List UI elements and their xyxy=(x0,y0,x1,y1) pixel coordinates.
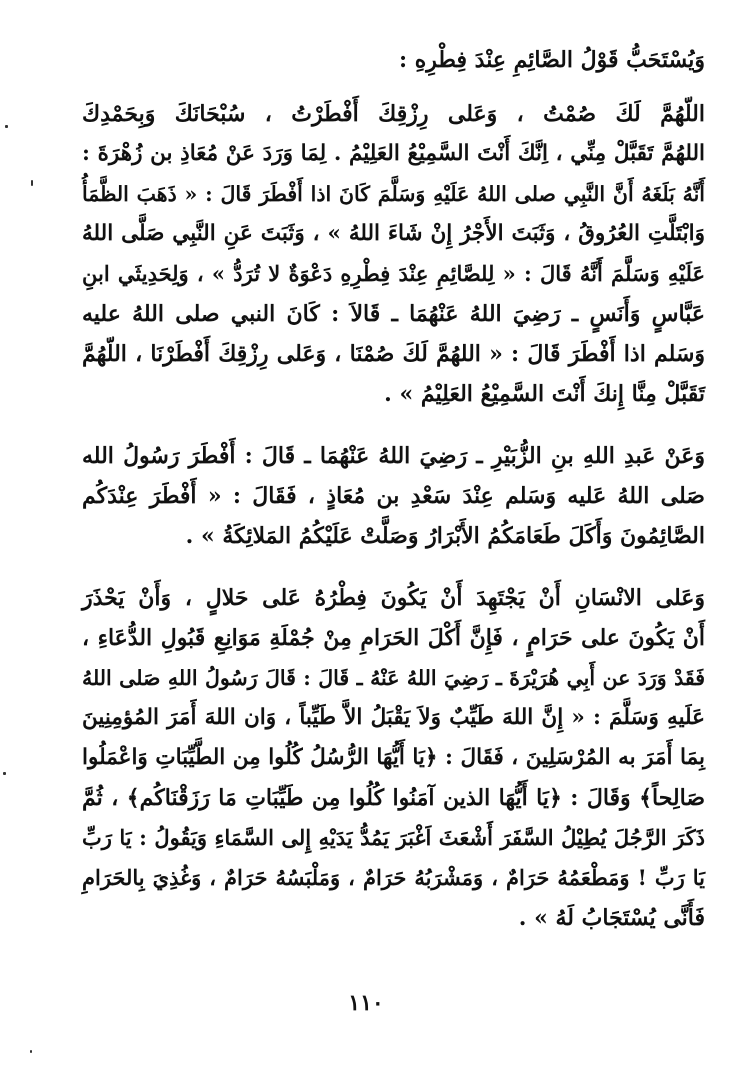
section-heading: وَيُسْتَحَبُّ قَوْلُ الصَّائِمِ عِنْدَ فِطْرِهِ : xyxy=(398,47,705,73)
text-line: عَبَّاسٍ وَأَنَسٍ ـ رَضِيَ اللهُ عَنْهُمَا ـ قَالاَ : كَانَ النبي صلى اللهُ عليه xyxy=(82,301,705,327)
text-line: الصَّائِمُونَ وَأَكَلَ طَعَامَكُمُ الأَبْرَارُ وَصَلَّتْ عَلَيْكُمُ المَلائِكَةُ » . xyxy=(185,523,705,549)
scan-speck xyxy=(5,125,8,128)
text-line: صَالِحاً﴾ وَقَالَ : ﴿يَا أَيُّهَا الذين آمَنُوا كُلُوا مِن طَيِّبَاتِ مَا رَزَقْنَاكُم﴾ ، ثُمَّ xyxy=(82,785,705,811)
scan-speck xyxy=(3,772,6,775)
text-line: فَأَنَّى يُسْتَجَابُ لَهُ » . xyxy=(518,905,705,931)
text-line: فَقَدْ وَرَدَ عن أَبِي هُرَيْرَةَ ـ رَضِيَ اللهُ عَنْهُ ـ قَالَ : قَالَ رَسُولُ اللهِ صَلى اللهُ xyxy=(82,666,705,690)
text-line: وَسَلم اذا أَفْطَرَ قَالَ : « اللهُمَّ لَكَ صُمْنَا ، وَعَلى رِزْقِكَ أَفْطَرْنَا ، اللّهُمَّ xyxy=(82,341,705,367)
text-line: عَلَيْهِ وَسَلَّمَ أَنَّهُ قَالَ : « لِلصَّائِمِ عِنْدَ فِطْرِهِ دَعْوَةٌ لا تُرَدُّ » ، وَلِحَدِيثَي ابنِ xyxy=(82,261,705,286)
text-line: بِمَا أَمَرَ به المُرْسَلِينَ ، فَقَالَ : ﴿يَا أَيُّهَا الرُّسُلُ كُلُوا مِن الطَّيِّبَاتِ وَاعْمَلُوا xyxy=(82,745,705,770)
page-number: ١١٠ xyxy=(348,990,384,1016)
text-line: صَلى اللهُ عَليه وَسَلم عِنْدَ سَعْدِ بن مُعَاذٍ ، فَقَالَ : « أَفْطَرَ عِنْدَكُم xyxy=(82,483,705,509)
text-line: تَقَبَّلْ مِنَّا إِنكَ أَنْتَ السَّمِيْعُ العَلِيْمُ » . xyxy=(384,381,705,407)
text-line: عَلَيهِ وَسَلَّمَ : « إِنَّ اللهَ طَيِّبٌ وَلاَ يَقْبَلُ الاَّ طَيِّباً ، وَان اللهَ أَمَرَ المُؤمِنِينَ xyxy=(82,705,705,730)
text-line: يَا رَبِّ ! وَمَطْعَمُهُ حَرَامٌ ، وَمَشْرَبُهُ حَرَامٌ ، وَمَلْبَسُهُ حَرَامٌ ، وَغُذِيَ بِالحَرَامِ xyxy=(82,865,705,890)
text-line: ذَكَرَ الرَّجُلَ يُطِيْلُ السَّفَرَ أَشْعَثَ اَغْبَرَ يَمُدُّ يَدَيْهِ إِلى السَّمَاءِ وَيَقُولُ : يَا رَبِّ xyxy=(82,825,706,850)
text-line: وَابْتَلَّتِ العُرُوقُ ، وَثَبَتَ الأَجْرُ إِنْ شَاءَ اللهُ » ، وَثَبَتَ عَنِ النَّبِي صَلَّى اللهُ xyxy=(82,221,705,246)
scan-speck xyxy=(31,180,33,186)
paragraph-3 xyxy=(82,578,705,938)
scan-speck xyxy=(30,1050,32,1053)
text-line: وَعَنْ عَبدِ اللهِ بنِ الزُّبَيْرِ ـ رَضِيَ اللهُ عَنْهُمَا ـ قَالَ : أَفْطَرَ رَسُولُ الله xyxy=(82,443,705,469)
text-block xyxy=(82,40,705,960)
text-line: وَعَلى الانْسَانِ أَنْ يَجْتَهِدَ أَنْ يَكُونَ فِطْرُهُ عَلى حَلالٍ ، وَأَنْ يَحْذَرَ xyxy=(82,585,705,611)
text-line: اللهُمَّ تَقَبَّلْ مِنِّي ، اِنَّكَ أَنْتَ السَّمِيْعُ العَلِيْمُ . لِمَا وَرَدَ عَنْ مُعَاذِ بن زُهْرَةَ : xyxy=(82,141,705,166)
text-line: اللّهُمَّ لَكَ صُمْتُ ، وَعَلى رِزْقِكَ أَفْطَرْتُ ، سُبْحَانَكَ وَبِحَمْدِكَ xyxy=(82,101,705,127)
paragraph-1 xyxy=(82,94,705,414)
paragraph-2 xyxy=(82,436,705,556)
text-line: أَنَّهُ بَلَغَهُ أَنَّ النَّبِي صلى اللهُ عَلَيْهِ وَسَلَّمَ كَانَ اذا أَفْطَرَ قَالَ : « ذَهَبَ الظَّمَأُ xyxy=(82,182,705,206)
text-line: أَنْ يَكُونَ على حَرَامٍ ، فَإِنَّ أَكْلَ الحَرَامِ مِنْ جُمْلَةِ مَوَانِعِ قَبُولِ الدُّعَاءِ ، xyxy=(82,625,705,651)
